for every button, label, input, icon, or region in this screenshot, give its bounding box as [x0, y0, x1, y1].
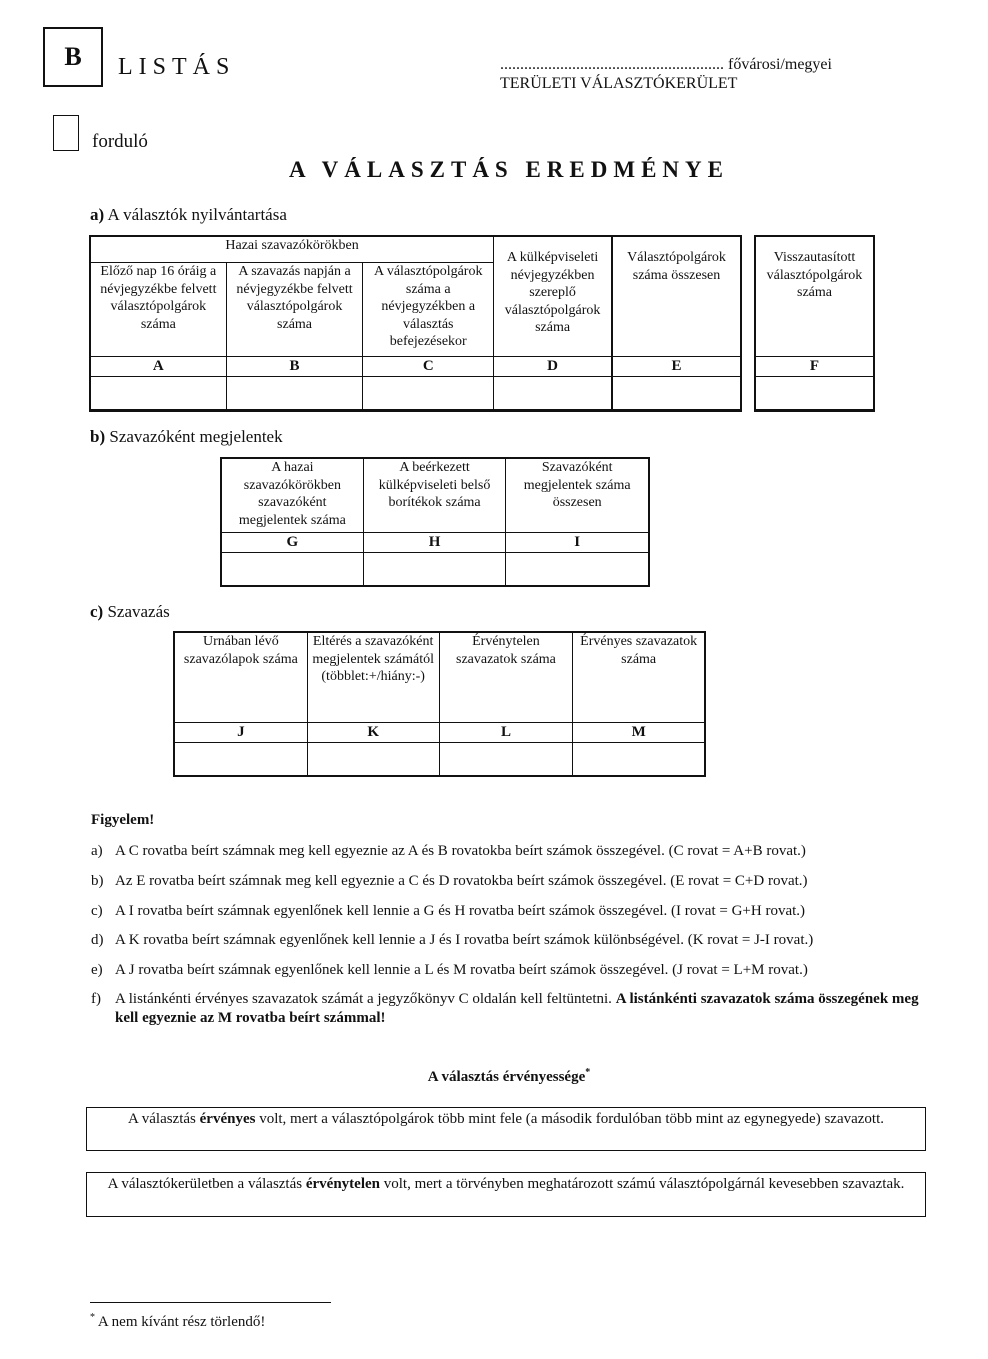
round-label: forduló: [92, 131, 148, 152]
value-col-i[interactable]: [506, 553, 649, 586]
header-col-d: A külképviseleti névjegyzékben szereplő választópolgárok száma: [494, 237, 612, 357]
value-col-d[interactable]: [494, 377, 612, 410]
note-e: e) A J rovatba beírt számnak egyenlőnek kell lennie a L és M rovatba beírt számok összegével. (J rovat = L+M rovat.): [91, 962, 808, 978]
header-col-i: Szavazóként megjelentek száma összesen: [506, 459, 649, 533]
value-col-h[interactable]: [363, 553, 506, 586]
region-block: [500, 55, 832, 93]
footnote-rule: [90, 1302, 331, 1303]
registry-table: [90, 236, 612, 410]
document-type: LISTÁS: [118, 54, 236, 80]
letter-col-d: D: [494, 357, 612, 377]
registry-total-table: [612, 236, 741, 410]
letter-col-k: K: [307, 723, 439, 743]
letter-col-c: C: [363, 357, 494, 377]
value-col-e[interactable]: [613, 377, 741, 410]
note-b: b) Az E rovatba beírt számnak meg kell egyeznie a C és D rovatokba beírt számok összegével. (E rovat = C+D rovat.): [91, 873, 808, 889]
header-col-e: Választópolgárok száma összesen: [613, 237, 741, 357]
letter-col-j: J: [175, 723, 308, 743]
page-title: A VÁLASZTÁS EREDMÉNYE: [289, 157, 729, 182]
valid-option-box[interactable]: A választás érvényes volt, mert a választópolgárok több mint fele (a második fordulóban több mint az egynegyede) szavazott.: [86, 1107, 926, 1151]
note-f: f) A listánkénti érvényes szavazatok számát a jegyzőkönyv C oldalán kell feltüntetni. A listánkénti szavazatok száma összegének meg kell egyeznie az M rovatba beírt számmal!: [91, 991, 919, 1026]
letter-col-b: B: [226, 357, 363, 377]
section-a-letter: a): [90, 205, 105, 224]
section-c-title: Szavazás: [107, 602, 170, 621]
section-b-letter: b): [90, 427, 106, 446]
section-a-title: A választók nyilvántartása: [107, 205, 287, 224]
footnote: * A nem kívánt rész törlendő!: [90, 1312, 266, 1330]
value-col-f[interactable]: [756, 377, 874, 410]
header-col-h: A beérkezett külképviseleti belső borítékok száma: [363, 459, 506, 533]
validity-title: A választás érvényessége*: [427, 1067, 591, 1085]
header-col-b: A szavazás napján a névjegyzékbe felvett választópolgárok száma: [226, 263, 363, 357]
value-col-c[interactable]: [363, 377, 494, 410]
letter-col-a: A: [91, 357, 227, 377]
header-col-l: Érvénytelen szavazatok száma: [439, 633, 573, 723]
voting-table: [174, 632, 705, 776]
header-col-k: Eltérés a szavazóként megjelentek számától (többlet:+/hiány:-): [307, 633, 439, 723]
region-line: ........................................................ fővárosi/megyei: [500, 56, 832, 73]
value-col-j[interactable]: [175, 743, 308, 776]
header-col-f: Visszautasított választópolgárok száma: [756, 237, 874, 357]
value-col-b[interactable]: [226, 377, 363, 410]
header-col-g: A hazai szavazókörökben szavazóként megjelentek száma: [222, 459, 364, 533]
section-c-heading: [90, 602, 170, 622]
region-label: TERÜLETI VÁLASZTÓKERÜLET: [500, 75, 738, 92]
refused-table: [755, 236, 874, 410]
round-number-field[interactable]: [53, 115, 79, 151]
header-col-m: Érvényes szavazatok száma: [573, 633, 705, 723]
form-letter: B: [64, 42, 82, 71]
value-col-k[interactable]: [307, 743, 439, 776]
value-col-l[interactable]: [439, 743, 573, 776]
letter-col-f: F: [756, 357, 874, 377]
letter-col-g: G: [222, 533, 364, 553]
value-col-g[interactable]: [222, 553, 364, 586]
value-col-m[interactable]: [573, 743, 705, 776]
notes-title: Figyelem!: [91, 812, 155, 828]
section-a-heading: [90, 205, 287, 225]
letter-col-e: E: [613, 357, 741, 377]
group-header-domestic: Hazai szavazókörökben: [91, 237, 494, 263]
section-c-letter: c): [90, 602, 104, 621]
header-col-a: Előző nap 16 óráig a névjegyzékbe felvett választópolgárok száma: [91, 263, 227, 357]
letter-col-i: I: [506, 533, 649, 553]
letter-col-m: M: [573, 723, 705, 743]
value-col-a[interactable]: [91, 377, 227, 410]
note-d: d) A K rovatba beírt számnak egyenlőnek kell lennie a J és I rovatba beírt számok különbségével. (K rovat = J-I rovat.): [91, 932, 814, 948]
note-a: a) A C rovatba beírt számnak meg kell egyeznie az A és B rovatokba beírt számok összegével. (C rovat = A+B rovat.): [91, 843, 806, 859]
note-c: c) A I rovatba beírt számnak egyenlőnek kell lennie a G és H rovatba beírt számok összegével. (I rovat = G+H rovat.): [91, 903, 806, 919]
header-col-c: A választópolgárok száma a névjegyzékben a választás befejezésekor: [363, 263, 494, 357]
letter-col-l: L: [439, 723, 573, 743]
section-b-heading: [90, 427, 283, 447]
form-letter-box: [43, 27, 103, 87]
turnout-table: [221, 458, 649, 586]
section-b-title: Szavazóként megjelentek: [109, 427, 283, 446]
header-col-j: Urnában lévő szavazólapok száma: [175, 633, 308, 723]
invalid-option-box[interactable]: A választókerületben a választás érvénytelen volt, mert a törvényben meghatározott számú választópolgárnál kevesebben szavaztak.: [86, 1172, 926, 1217]
letter-col-h: H: [363, 533, 506, 553]
